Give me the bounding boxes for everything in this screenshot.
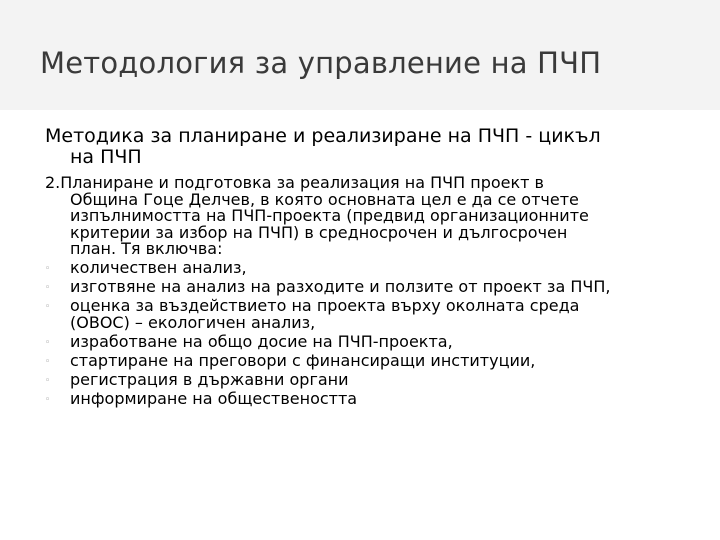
bullet-text: стартиране на преговори с финансиращи институции,: [70, 350, 536, 370]
bullet-icon: ◦: [45, 375, 51, 386]
paragraph-line-1: 2.Планиране и подготовка за реализация на ПЧП проект в: [45, 173, 544, 192]
bullet-icon: ◦: [45, 264, 51, 274]
section-heading: [45, 126, 705, 168]
bullet-icon: ◦: [45, 302, 51, 312]
bullet-item: [45, 298, 710, 331]
intro-paragraph: [45, 175, 710, 258]
slide-title: Методология за управление на ПЧП: [40, 46, 602, 80]
body-content: [45, 175, 710, 407]
bullet-icon: ◦: [45, 394, 51, 405]
bullet-item: [45, 331, 710, 351]
bullet-text: регистрация в държавни органи: [70, 369, 349, 389]
bullet-text: изработване на общо досие на ПЧП-проекта,: [70, 331, 453, 351]
paragraph-line-4: критерии за избор на ПЧП) в средносрочен и дългосрочен: [70, 222, 568, 242]
bullet-text: изготвяне на анализ на разходите и ползите от проект за ПЧП,: [70, 277, 611, 296]
bullet-item: [45, 388, 710, 408]
bullet-icon: ◦: [45, 283, 51, 293]
section-heading-line-1: Методика за планиране и реализиране на ПЧП - цикъл: [45, 125, 601, 147]
bullet-item: [45, 260, 710, 277]
bullet-list: [45, 260, 710, 407]
bullet-item: [45, 279, 710, 296]
bullet-item: [45, 369, 710, 389]
paragraph-line-2: Община Гоце Делчев, в която основната цел е да се отчете: [70, 189, 579, 209]
bullet-item: [45, 350, 710, 370]
bullet-icon: ◦: [45, 337, 51, 348]
bullet-text: информиране на обществеността: [70, 388, 358, 408]
bullet-icon: ◦: [45, 356, 51, 367]
bullet-text: оценка за въздействието на проекта върху околната среда: [70, 296, 580, 315]
paragraph-line-5: план. Тя включва:: [70, 239, 223, 258]
bullet-text: количествен анализ,: [70, 258, 247, 277]
paragraph-line-3: изпълнимостта на ПЧП-проекта (предвид организационните: [70, 206, 589, 225]
bullet-text-continued: (ОВОС) – екологичен анализ,: [70, 312, 316, 332]
section-heading-line-2: на ПЧП: [70, 146, 142, 168]
